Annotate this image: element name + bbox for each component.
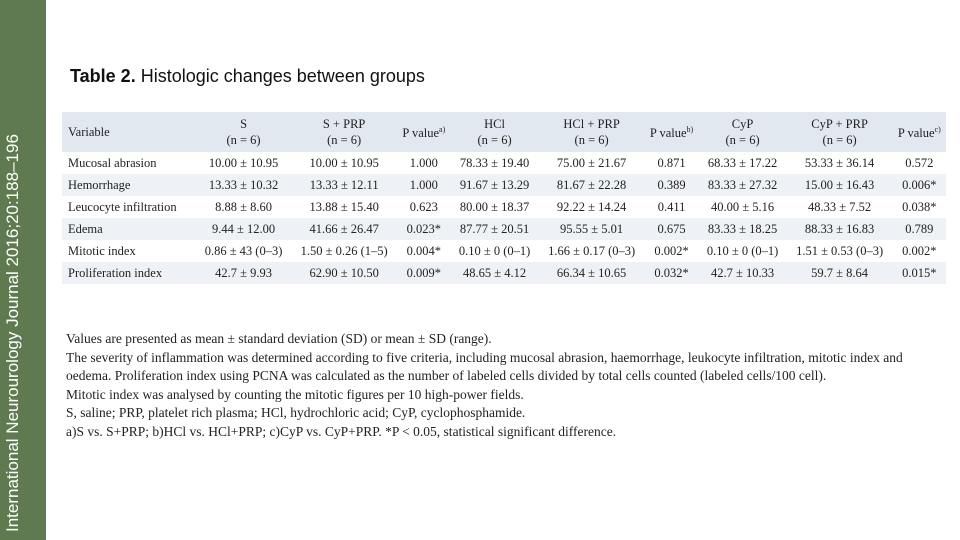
column-header-superscript: a) [439, 125, 446, 135]
table-cell: 92.22 ± 14.24 [556, 199, 627, 214]
column-header-count: (n = 6) [574, 133, 609, 147]
table-cell: 40.00 ± 5.16 [710, 199, 775, 214]
table-cell: 13.33 ± 12.11 [309, 177, 379, 192]
table-row [62, 262, 946, 284]
histology-table [62, 112, 946, 284]
column-header-count: (n = 6) [822, 133, 857, 147]
table-cell: 42.7 ± 9.93 [215, 265, 272, 280]
table-row [62, 174, 946, 196]
table-cell: 0.032* [654, 265, 689, 280]
column-header-label: CyP + PRP [811, 117, 868, 131]
column-header-label: P value [897, 126, 935, 141]
column-header [291, 112, 397, 152]
row-label: Mucosal abrasion [68, 155, 157, 170]
table-cell: 0.006* [902, 177, 937, 192]
row-label: Edema [68, 221, 103, 236]
table-cell: 0.002* [902, 243, 937, 258]
table-row [62, 152, 946, 174]
table-cell: 0.675 [657, 221, 686, 236]
table-cell: 81.67 ± 22.28 [556, 177, 627, 192]
footnote-severity: The severity of inflammation was determined according to five criteria, including mucosal abrasion, haemorrhage, leukocyte infiltration, mitotic index and oedema. Proliferation index using PCNA was calculated as the number of labeled cells divided by total cells counted (labeled cells/100 cell). [66, 349, 903, 383]
row-label: Proliferation index [68, 265, 163, 280]
table-cell: 48.33 ± 7.52 [808, 199, 872, 214]
table-cell: 83.33 ± 27.32 [707, 177, 778, 192]
table-cell: 0.009* [406, 265, 441, 280]
table-cell: 1.000 [409, 177, 438, 192]
table-row [62, 240, 946, 262]
column-header-label: HCl + PRP [563, 117, 620, 131]
column-header-count: (n = 6) [226, 133, 261, 147]
table-title-label: Table 2. [70, 66, 136, 86]
column-header [787, 112, 893, 152]
column-header-label: Variable [68, 125, 110, 139]
column-header [698, 112, 786, 152]
table-cell: 0.10 ± 0 (0–1) [706, 243, 779, 258]
column-header-label: CyP [731, 117, 754, 131]
table-cell: 41.66 ± 26.47 [309, 221, 379, 236]
table-cell: 0.411 [657, 199, 686, 214]
column-header [451, 112, 539, 152]
table-cell: 0.10 ± 0 (0–1) [458, 243, 531, 258]
column-header-superscript: c) [934, 125, 941, 135]
column-header-label: S + PRP [322, 117, 366, 131]
table-cell: 0.038* [902, 199, 937, 214]
column-header-superscript: b) [686, 125, 694, 135]
table-row [62, 196, 946, 218]
table-cell: 88.33 ± 16.83 [804, 221, 875, 236]
column-header [893, 112, 946, 152]
row-label: Mitotic index [68, 243, 136, 258]
table-cell: 0.871 [657, 155, 686, 170]
table-cell: 66.34 ± 10.65 [556, 265, 627, 280]
table-cell: 0.623 [409, 199, 438, 214]
column-header-label: P value [649, 126, 687, 141]
table-title-text: Histologic changes between groups [135, 66, 425, 86]
table-cell: 10.00 ± 10.95 [208, 155, 279, 170]
column-header [397, 112, 450, 152]
row-label: Leucocyte infiltration [68, 199, 177, 214]
table-cell: 0.789 [905, 221, 934, 236]
table-cell: 0.389 [657, 177, 686, 192]
column-header-count: (n = 6) [725, 133, 760, 147]
column-header-label: S [240, 117, 248, 131]
table-cell: 42.7 ± 10.33 [710, 265, 775, 280]
table-cell: 1.000 [409, 155, 438, 170]
table-cell: 80.00 ± 18.37 [459, 199, 530, 214]
table-title [70, 66, 425, 87]
table-cell: 0.004* [406, 243, 441, 258]
table-cell: 10.00 ± 10.95 [309, 155, 379, 170]
sidebar-band [0, 0, 46, 540]
footnote-values: Values are presented as mean ± standard deviation (SD) or mean ± SD (range). [66, 331, 492, 346]
table-cell: 13.88 ± 15.40 [309, 199, 379, 214]
table-cell: 13.33 ± 10.32 [208, 177, 279, 192]
table-cell: 9.44 ± 12.00 [211, 221, 276, 236]
table-cell: 1.50 ± 0.26 (1–5) [300, 243, 388, 258]
column-header-label: P value [402, 126, 440, 141]
table-cell: 62.90 ± 10.50 [309, 265, 379, 280]
journal-citation: International Neurourology Journal 2016;20:188–196 [3, 134, 22, 532]
table-cell: 68.33 ± 17.22 [707, 155, 778, 170]
column-header [196, 112, 291, 152]
footnotes [66, 330, 946, 441]
table-cell: 0.015* [902, 265, 937, 280]
table-cell: 0.002* [654, 243, 689, 258]
column-header [62, 112, 196, 152]
table-cell: 8.88 ± 8.60 [215, 199, 272, 214]
row-label: Hemorrhage [68, 177, 131, 192]
column-header-count: (n = 6) [327, 133, 362, 147]
table-cell: 0.86 ± 43 (0–3) [204, 243, 283, 258]
table-cell: 83.33 ± 18.25 [707, 221, 778, 236]
table-cell: 1.51 ± 0.53 (0–3) [796, 243, 884, 258]
table-body [62, 152, 946, 284]
table-cell: 1.66 ± 0.17 (0–3) [548, 243, 636, 258]
header-row [62, 112, 946, 152]
footnote-mitotic: Mitotic index was analysed by counting the mitotic figures per 10 high-power fields. [66, 386, 524, 402]
column-header-label: HCl [484, 117, 505, 131]
footnote-comparisons: a)S vs. S+PRP; b)HCl vs. HCl+PRP; c)CyP vs. CyP+PRP. *P < 0.05, statistical significant difference. [66, 423, 617, 439]
table-cell: 95.55 ± 5.01 [560, 221, 624, 236]
table-cell: 75.00 ± 21.67 [556, 155, 627, 170]
table-cell: 15.00 ± 16.43 [804, 177, 875, 192]
table-cell: 0.023* [406, 221, 441, 236]
column-header-count: (n = 6) [477, 133, 512, 147]
table-container [62, 112, 946, 284]
table-cell: 91.67 ± 13.29 [459, 177, 530, 192]
column-header [539, 112, 645, 152]
table-cell: 48.65 ± 4.12 [463, 265, 527, 280]
table-cell: 53.33 ± 36.14 [804, 155, 875, 170]
table-cell: 0.572 [905, 155, 934, 170]
table-cell: 59.7 ± 8.64 [811, 265, 869, 280]
column-header [645, 112, 699, 152]
table-cell: 78.33 ± 19.40 [459, 155, 530, 170]
table-row [62, 218, 946, 240]
footnote-abbreviations: S, saline; PRP, platelet rich plasma; HCl, hydrochloric acid; CyP, cyclophosphamide. [66, 405, 526, 420]
table-cell: 87.77 ± 20.51 [459, 221, 530, 236]
